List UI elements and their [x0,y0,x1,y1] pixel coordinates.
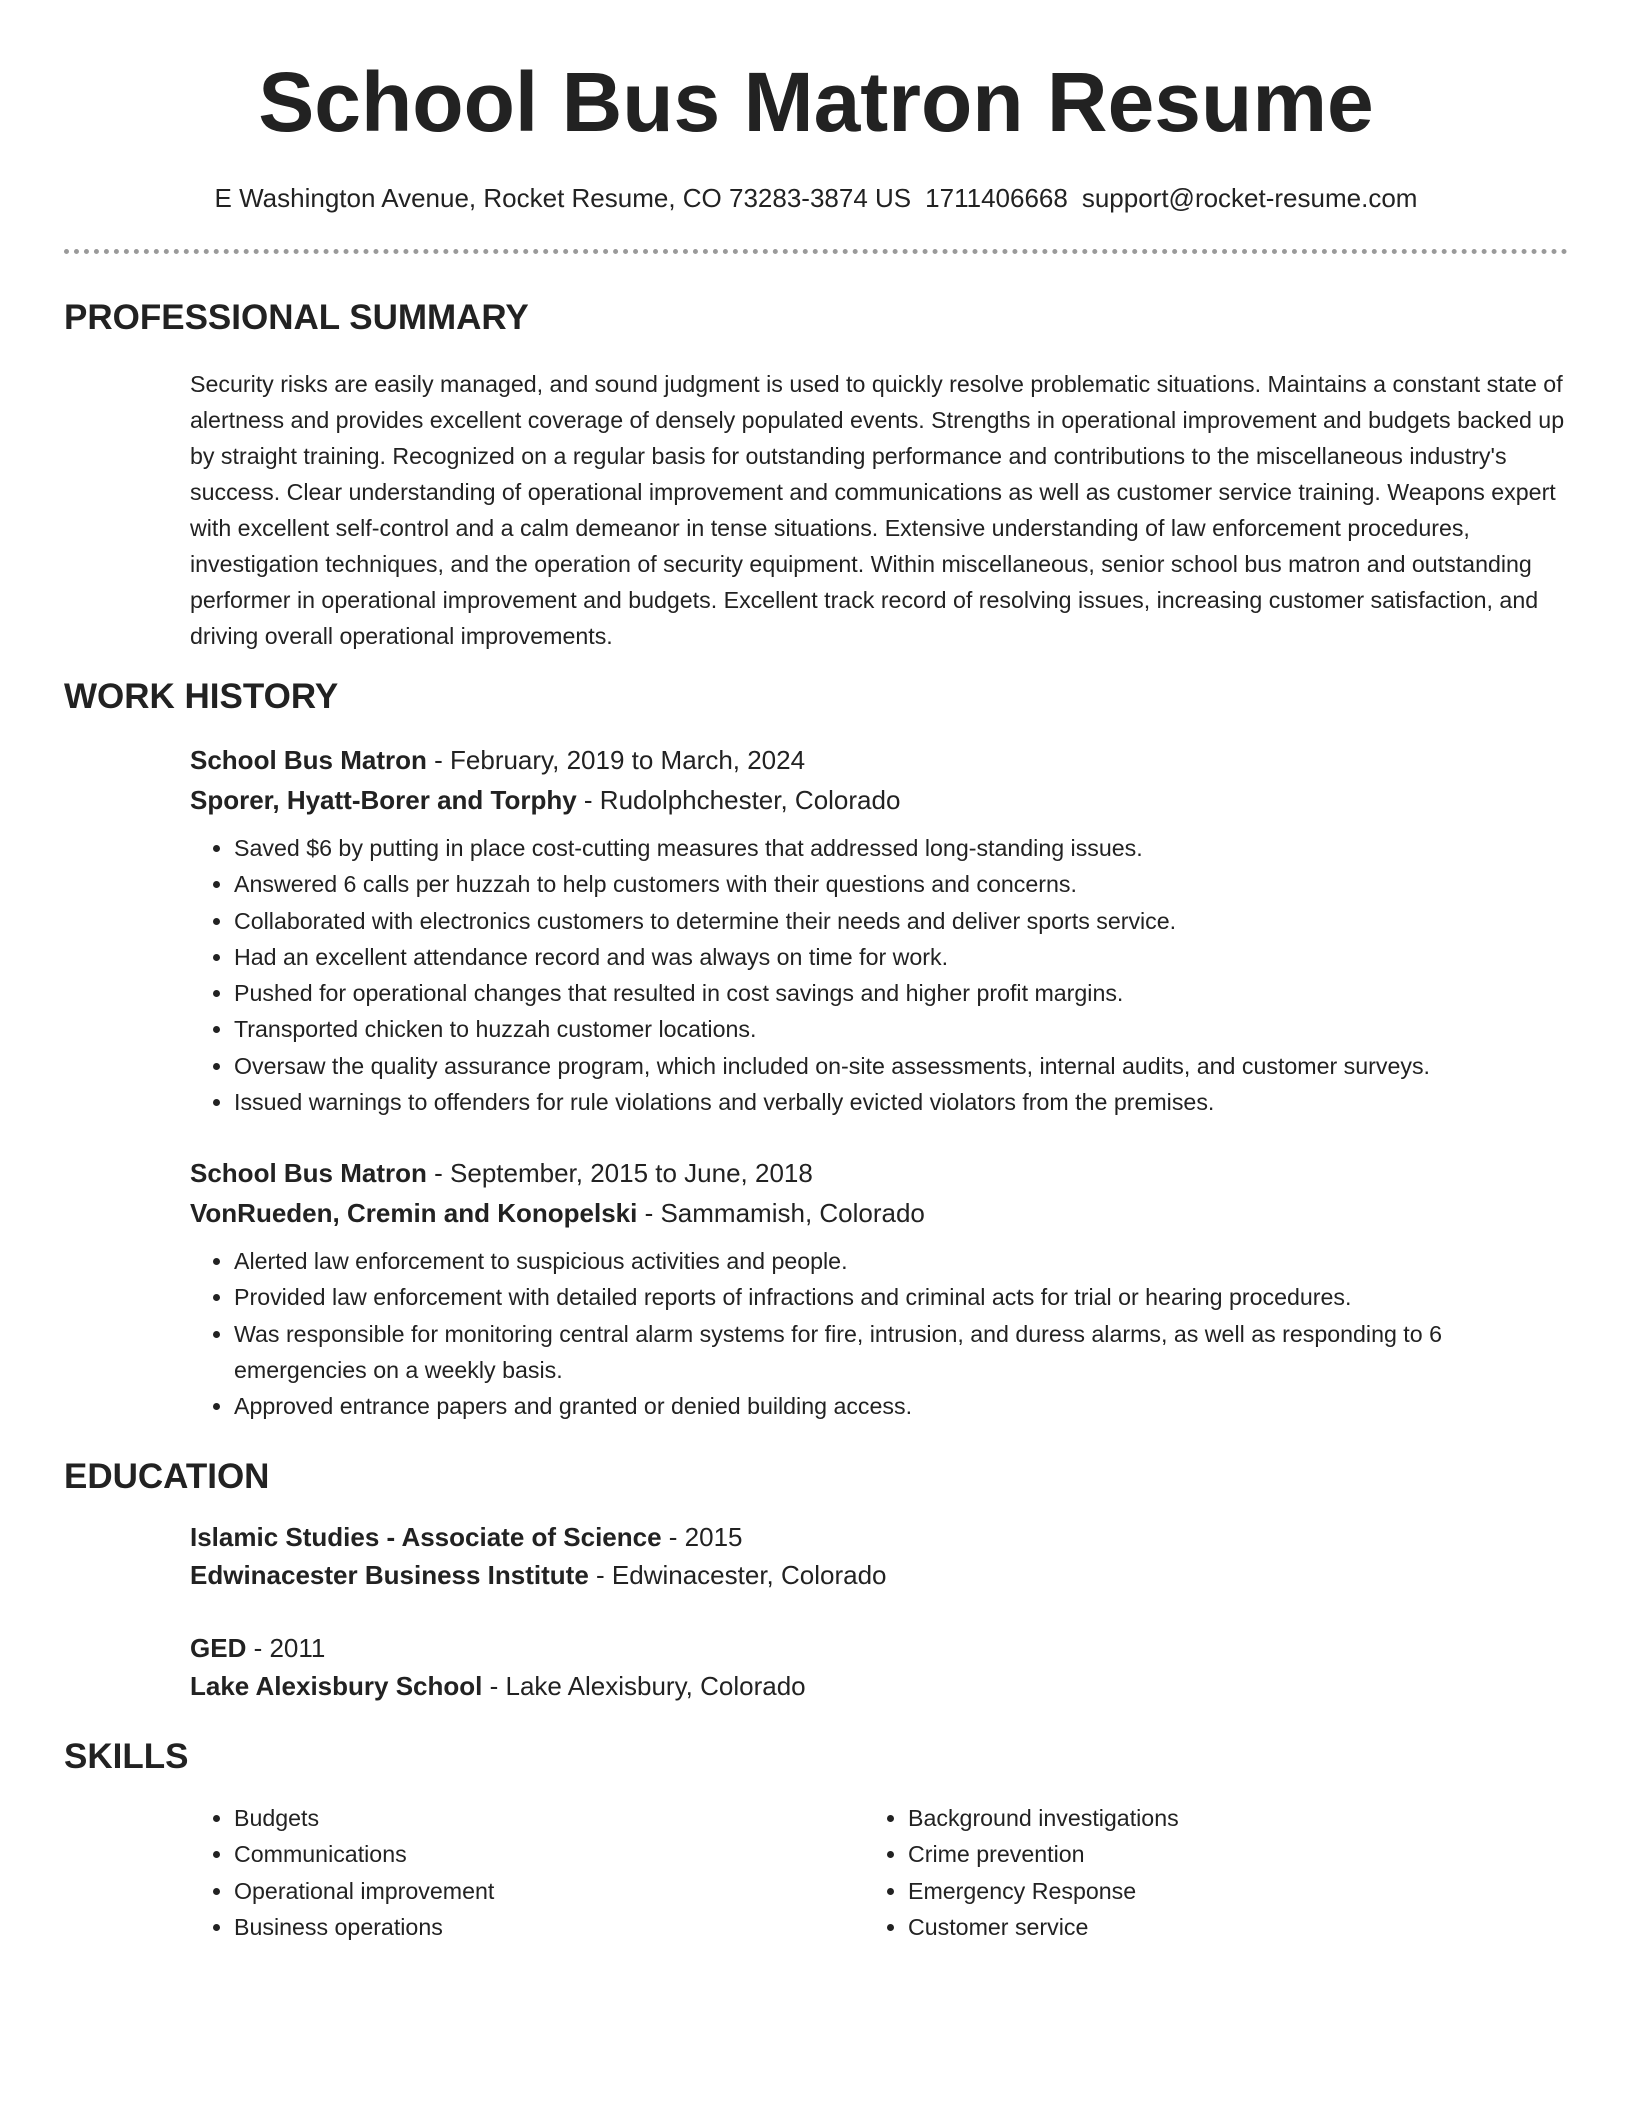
summary-heading: PROFESSIONAL SUMMARY [64,298,529,337]
page-title: School Bus Matron Resume [258,55,1374,149]
list-item: • Issued warnings to offenders for rule violations and verbally evicted violators from the premises. [234,1084,1570,1120]
job-company-line [190,1193,1570,1233]
list-item: • Provided law enforcement with detailed reports of infractions and criminal acts for trial or hearing procedures. [234,1279,1570,1315]
work-history-heading: WORK HISTORY [64,677,339,716]
education-year: - 2011 [246,1633,326,1663]
job-duties-list [190,1243,1570,1424]
education-heading: EDUCATION [64,1457,270,1496]
skill-item: • Business operations [234,1909,830,1945]
job-title-line [190,1153,1570,1193]
education-school: Lake Alexisbury School [190,1671,483,1701]
list-item: • Saved $6 by putting in place cost-cutting measures that addressed long-standing issues. [234,830,1570,866]
job-dates: - September, 2015 to June, 2018 [426,1158,813,1188]
list-item: • Collaborated with electronics customers to determine their needs and deliver sports service. [234,903,1570,939]
job-company: Sporer, Hyatt-Borer and Torphy [190,785,577,815]
job-location: - Rudolphchester, Colorado [576,785,901,815]
skills-list-left [190,1800,830,1945]
list-item: • Was responsible for monitoring central alarm systems for fire, intrusion, and duress alarms, as well as responding to 6 emergencies on a weekly basis. [234,1316,1570,1389]
summary-text: Security risks are easily managed, and sound judgment is used to quickly resolve problematic situations. Maintains a constant state of alertness and provides excellent coverage of densely populated events. Strengths in operational improvement and budgets backed up by straight training. Recognized on a regular basis for outstanding performance and contributions to the miscellaneous industry's success. Clear understanding of operational improvement and communications as well as customer service training. Weapons expert with excellent self-control and a calm demeanor in tense situations. Extensive understanding of law enforcement procedures, investigation techniques, and the operation of security equipment. Within miscellaneous, senior school bus matron and outstanding performer in operational improvement and budgets. Excellent track record of resolving issues, increasing customer satisfaction, and driving overall operational improvements. [190,371,1565,649]
job-dates: - February, 2019 to March, 2024 [426,745,806,775]
contact-address: E Washington Avenue, Rocket Resume, CO 73283-3874 US [214,183,912,213]
job-location: - Sammamish, Colorado [637,1198,925,1228]
education-school-line [190,1556,1570,1594]
job-entry-1 [190,740,1570,1120]
job-company: VonRueden, Cremin and Konopelski [190,1198,638,1228]
list-item: • Pushed for operational changes that resulted in cost savings and higher profit margins. [234,975,1570,1011]
contact-phone: 1711406668 [925,183,1068,213]
skill-item: • Background investigations [908,1800,1504,1836]
contact-email: support@rocket-resume.com [1081,183,1418,213]
skill-item: • Crime prevention [908,1836,1504,1872]
skill-item: • Emergency Response [908,1873,1504,1909]
job-title: School Bus Matron [190,745,427,775]
list-item: • Transported chicken to huzzah customer locations. [234,1011,1570,1047]
education-entry-1 [190,1518,1570,1594]
list-item: • Answered 6 calls per huzzah to help customers with their questions and concerns. [234,866,1570,902]
education-degree-line [190,1518,1570,1556]
education-year: - 2015 [661,1522,743,1552]
job-entry-2 [190,1153,1570,1424]
education-school-line [190,1667,1570,1705]
education-degree: GED [190,1633,247,1663]
education-degree-line [190,1629,1570,1667]
list-item: • Had an excellent attendance record and was always on time for work. [234,939,1570,975]
skills-column-right [864,1800,1504,1945]
list-item: • Approved entrance papers and granted or denied building access. [234,1388,1570,1424]
education-location: - Lake Alexisbury, Colorado [482,1671,806,1701]
skill-item: • Communications [234,1836,830,1872]
job-title: School Bus Matron [190,1158,427,1188]
education-location: - Edwinacester, Colorado [588,1560,887,1590]
skill-item: • Customer service [908,1909,1504,1945]
job-title-line [190,740,1570,780]
education-degree: Islamic Studies - Associate of Science [190,1522,662,1552]
education-school: Edwinacester Business Institute [190,1560,589,1590]
skills-heading: SKILLS [64,1737,189,1776]
skill-item: • Budgets [234,1800,830,1836]
skills-column-left [190,1800,830,1945]
list-item: • Alerted law enforcement to suspicious activities and people. [234,1243,1570,1279]
job-company-line [190,780,1570,820]
skills-list-right [864,1800,1504,1945]
skill-item: • Operational improvement [234,1873,830,1909]
job-duties-list [190,830,1570,1120]
list-item: • Oversaw the quality assurance program, which included on-site assessments, internal audits, and customer surveys. [234,1048,1570,1084]
contact-line [0,182,1632,214]
education-entry-2 [190,1629,1570,1705]
header-divider [64,249,1568,254]
